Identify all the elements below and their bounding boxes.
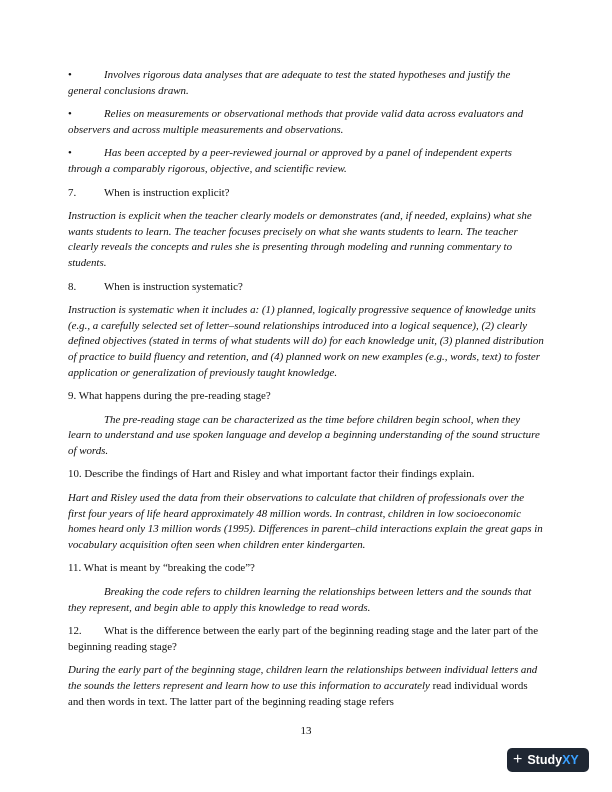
- bullet-symbol: •: [68, 69, 72, 81]
- badge-study-text: Study: [527, 753, 563, 767]
- question-text: What is the difference between the early part of the beginning reading stage and the later part of the beginning reading stage?: [68, 625, 539, 653]
- answer-10: Hart and Risley used the data from their observations to calculate that children of professionals over the first four years of life heard approximately 48 million words. In contrast, children in low socioeconomic homes heard only 13 million words (1995). Differences in parent–child interactions explain the great gaps in vocabulary acquisition often seen when children enter kindergarten.: [68, 492, 543, 551]
- question-text: When is instruction explicit?: [104, 186, 230, 199]
- answer-12: [68, 663, 544, 710]
- page-content: [68, 68, 544, 718]
- badge-xy-text: XY: [562, 753, 579, 767]
- bullet-item: [68, 146, 544, 177]
- studyxy-badge[interactable]: [507, 748, 589, 772]
- question-number: 7.: [68, 186, 77, 199]
- answer-12-italic: During the early part of the beginning stage, children learn the relationships between individual letters and the sounds the letters represent and learn how to use this information to accurately: [68, 664, 538, 692]
- plus-icon: +: [513, 751, 523, 768]
- answer-11: Breaking the code refers to children learning the relationships between letters and the sounds that they represent, and begin able to apply this knowledge to read words.: [68, 586, 532, 614]
- question-12: [68, 624, 544, 655]
- page-number: 13: [300, 725, 312, 737]
- bullet-text: Has been accepted by a peer-reviewed journal or approved by a panel of independent experts through a comparably rigorous, objective, and scientific review.: [68, 147, 512, 175]
- question-11: 11. What is meant by “breaking the code”?: [68, 562, 255, 575]
- answer-12-plain: read individual words and then words in text. The latter part of the beginning reading stage refers: [68, 680, 528, 708]
- question-10: 10. Describe the findings of Hart and Risley and what important factor their findings explain.: [68, 468, 475, 481]
- bullet-item: [68, 68, 544, 99]
- question-7: [68, 186, 544, 202]
- answer-9: The pre-reading stage can be characterized as the time before children begin school, when they learn to understand and use spoken language and develop a beginning understanding of the sound structure of words.: [68, 413, 540, 457]
- question-number: 8.: [68, 280, 77, 293]
- question-9: 9. What happens during the pre-reading stage?: [68, 390, 271, 403]
- bullet-symbol: •: [68, 108, 72, 121]
- answer-8: Instruction is systematic when it includes a: (1) planned, logically progressive sequence of knowledge units (e.g., a carefully selected set of letter–sound relationships introduced into a logical sequence), (2) clearly defined objectives (stated in terms of what students will do) for each knowledge unit, (3) planned distribution of practice to build fluency and retention, and (4) planned work on new examples (e.g., words, text) to foster application or generalization of previously taught knowledge.: [68, 304, 544, 379]
- bullet-symbol: •: [68, 147, 72, 160]
- bullet-text: Relies on measurements or observational methods that provide valid data across evaluators and observers and across multiple measurements and observations.: [68, 108, 524, 136]
- bullet-text: Involves rigorous data analyses that are adequate to test the stated hypotheses and justify the general conclusions drawn.: [68, 69, 511, 97]
- question-text: When is instruction systematic?: [104, 280, 243, 293]
- answer-7: Instruction is explicit when the teacher clearly models or demonstrates (and, if needed, explains) what she wants students to learn. The teacher focuses precisely on what she wants students to learn. The teacher clearly reveals the concepts and rules she is presenting through modeling and running commentary to students.: [68, 210, 532, 269]
- bullet-item: [68, 107, 544, 138]
- question-8: [68, 280, 544, 296]
- question-number: 12.: [68, 625, 82, 638]
